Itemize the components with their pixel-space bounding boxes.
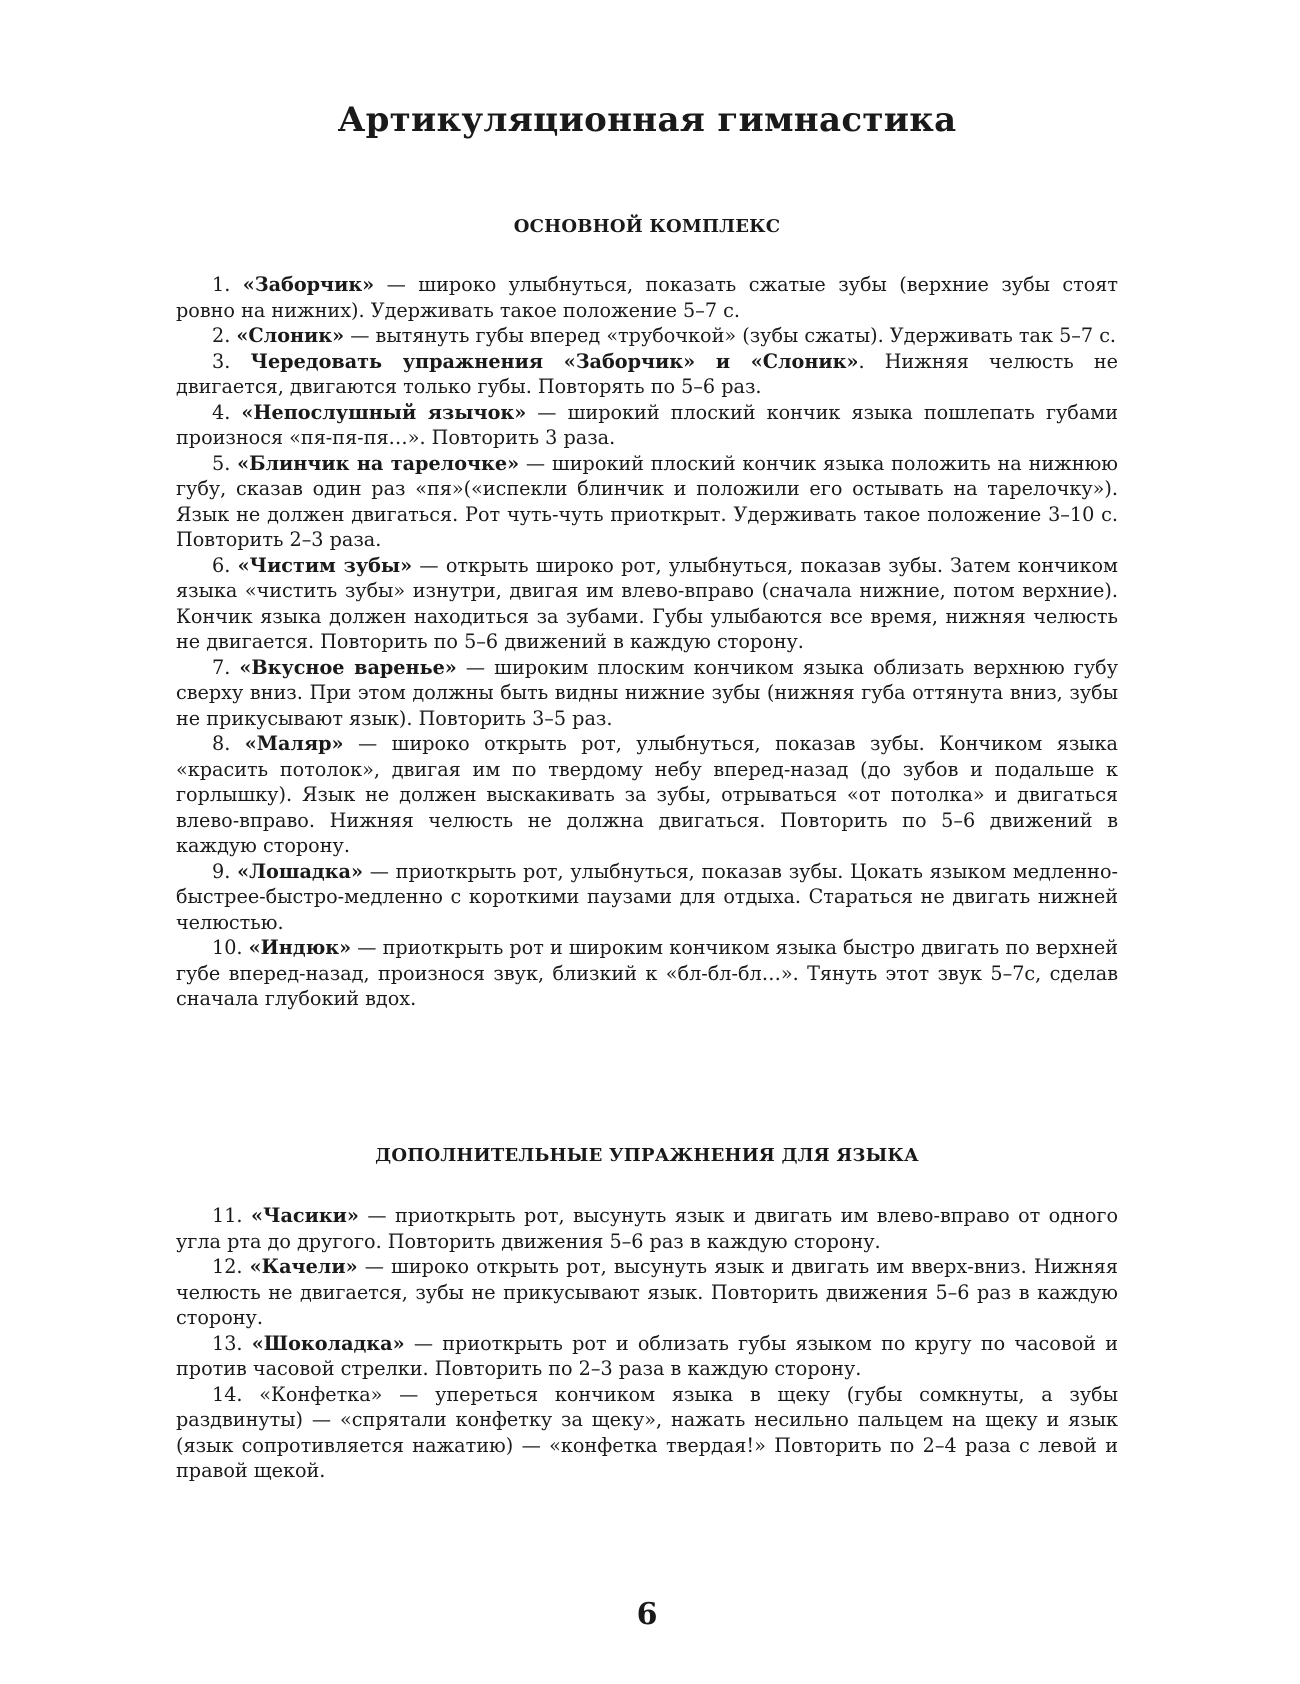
exercise-description: — открыть широко рот, улыбнуться, показав зубы. Затем кончиком языка «чистить зубы» изнутри, двигая им влево-вправо (сначала нижние, потом верхние). Кончик языка должен находиться за зубами. Губы улыбаются все время, нижняя челюсть не двигается. Повторить по 5–6 движений в каждую сторону. [176,553,1118,653]
exercise-item [176,1331,1118,1382]
exercise-description: — широко улыбнуться, показать сжатые зубы (верхние зубы стоят ровно на нижних). Удерживать такое положение 5–7 с. [176,273,1118,322]
exercise-item [176,1254,1118,1331]
exercise-number: 3. [212,349,231,373]
section-heading-main: ОСНОВНОЙ КОМПЛЕКС [513,216,781,237]
exercise-name: «Заборчик» [242,273,375,296]
exercise-description: — вытянуть губы вперед «трубочкой» (зубы сжаты). Удерживать так 5–7 с. [344,324,1117,347]
exercise-number: 14. [212,1382,243,1406]
exercise-item [176,272,1118,323]
document-page [176,0,1118,1684]
exercise-item [176,349,1118,400]
exercise-item [176,1203,1118,1254]
exercise-description: — широким плоским кончиком языка облизать верхнюю губу сверху вниз. При этом должны быть видны нижние зубы (нижняя губа оттянута вниз, зубы не прикусывают язык). Повторить 3–5 раз. [176,655,1118,730]
exercise-name: «Часики» [250,1204,359,1227]
exercise-number: 4. [212,400,231,424]
exercise-number: 13. [212,1331,243,1355]
exercise-description: . Нижняя челюсть не двигается, двигаются только губы. Повторять по 5–6 раз. [176,349,1118,398]
exercise-item [176,859,1118,936]
exercise-name: «Шоколадка» [251,1331,405,1355]
exercise-number: 10. [212,936,243,959]
section-heading-additional: ДОПОЛНИТЕЛЬНЫЕ УПРАЖНЕНИЯ ДЛЯ ЯЗЫКА [375,1145,919,1166]
page-title: Артикуляционная гимнастика [337,100,957,140]
exercise-description: — приоткрыть рот, высунуть язык и двигать им влево-вправо от одного угла рта до другого. Повторить движения 5–6 раз в каждую сторону. [176,1204,1118,1253]
exercise-number: 12. [212,1255,243,1278]
exercise-item [176,655,1118,732]
exercise-item [176,1382,1118,1484]
exercise-description: — приоткрыть рот и облизать губы языком по кругу по часовой и против часовой стрелки. Повторить по 2–3 раза в каждую сторону. [176,1331,1118,1380]
exercise-name: «Лошадка» [237,859,363,883]
exercise-name: «Качели» [249,1255,358,1278]
exercise-name: «Маляр» [244,732,344,755]
exercise-name: «Индюк» [248,936,352,959]
exercise-description: — широко открыть рот, высунуть язык и двигать им вверх-вниз. Нижняя челюсть не двигается, зубы не прикусывают язык. Повторить движения 5–6 раз в каждую сторону. [176,1255,1118,1329]
exercise-number: 5. [212,451,231,475]
exercise-description: — широко открыть рот, улыбнуться, показав зубы. Кончиком языка «красить потолок», двигая им по твердому небу вперед-назад (до зубов и подальше к горлышку). Язык не должен выскакивать за зубы, отрываться «от потолка» и двигаться влево-вправо. Нижняя челюсть не должна двигаться. Повторить по 5–6 движений в каждую сторону. [176,732,1118,857]
exercise-number: 8. [212,732,231,755]
exercise-list-additional [176,1203,1118,1484]
exercise-name: «Слоник» [236,324,345,347]
exercise-name: «Блинчик на тарелочке» [237,451,520,475]
exercise-description: — широкий плоский кончик языка пошлепать губами произнося «пя-пя-пя…». Повторить 3 раза. [176,400,1118,449]
exercise-description: — широкий плоский кончик языка положить на нижнюю губу, сказав один раз «пя»(«испекли блинчик и положили его остывать на тарелочку»). Язык не должен двигаться. Рот чуть-чуть приоткрыт. Удерживать такое положение 3–10 с. Повторить 2–3 раза. [176,451,1118,551]
exercise-number: 2. [212,324,231,347]
exercise-item [176,731,1118,859]
exercise-number: 7. [212,655,231,679]
exercise-description: — приоткрыть рот и широким кончиком языка быстро двигать по верхней губе вперед-назад, произнося звук, близкий к «бл-бл-бл…». Тянуть этот звук 5–7с, сделав сначала глубокий вдох. [176,936,1118,1010]
exercise-name: «Непослушный язычок» [241,400,527,424]
exercise-number: 1. [212,273,231,296]
exercise-item [176,935,1118,1012]
exercise-list-main [176,272,1118,1012]
page-number: 6 [636,1597,658,1632]
exercise-description: — приоткрыть рот, улыбнуться, показав зубы. Цокать языком медленно-быстрее-быстро-медленно с короткими паузами для отдыха. Стараться не двигать нижней челюстью. [176,859,1118,934]
exercise-name: «Вкусное варенье» [239,655,457,679]
exercise-item [176,553,1118,655]
exercise-number: 11. [212,1204,243,1227]
exercise-description: «Конфетка» — упереться кончиком языка в щеку (губы сомкнуты, а зубы раздвинуты) — «спрятали конфетку за щеку», нажать несильно пальцем на щеку и язык (язык сопротивляется нажатию) — «конфетка твердая!» Повторить по 2–4 раза с левой и правой щекой. [176,1382,1118,1482]
exercise-item [176,323,1118,349]
exercise-name: Чередовать упражнения «Заборчик» и «Слоник» [250,349,859,373]
exercise-item [176,451,1118,553]
exercise-name: «Чистим зубы» [237,553,413,577]
exercise-number: 9. [212,859,231,883]
exercise-number: 6. [212,553,231,577]
exercise-item [176,400,1118,451]
